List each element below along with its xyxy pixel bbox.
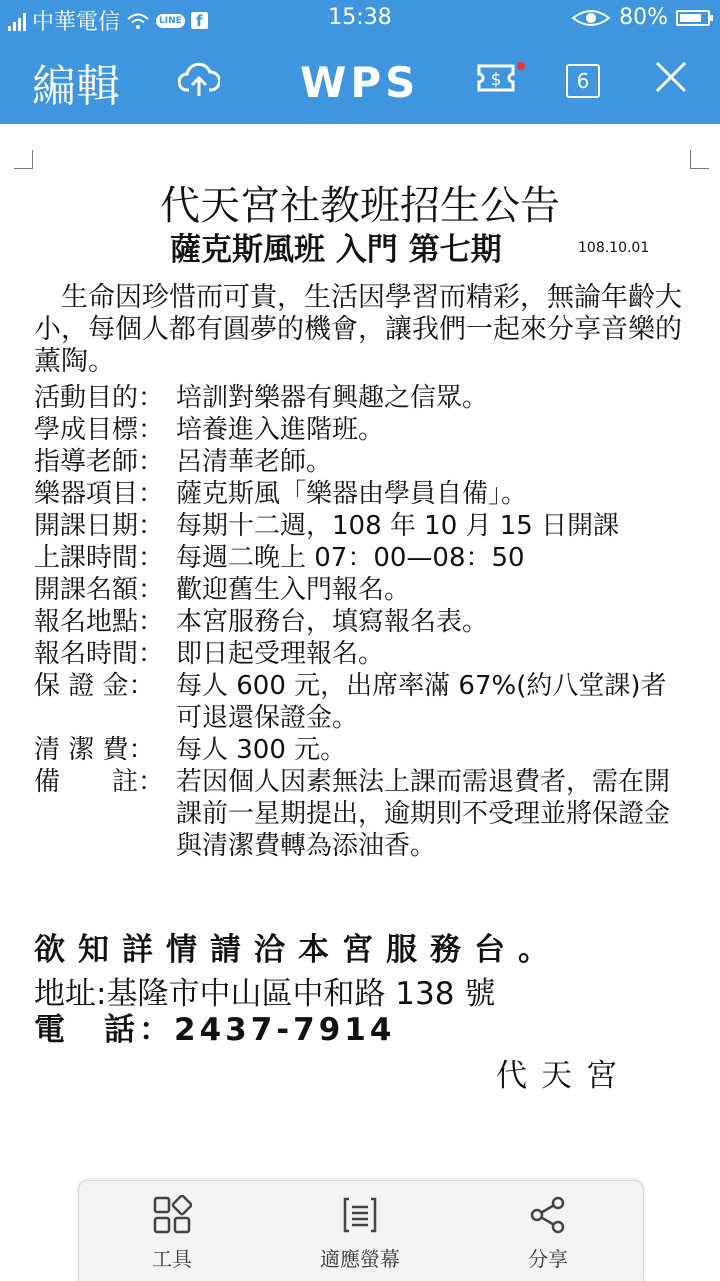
info-row [34,766,684,862]
line-app-icon: LINE [156,14,185,28]
phone-line: 電 話：2437-7914 [34,1012,396,1048]
info-value: 每人 600 元，出席率滿 67%(約八堂課)者可退還保證金。 [176,671,667,733]
eye-comfort-icon [571,8,611,28]
doc-date: 108.10.01 [578,240,650,256]
info-value: 每週二晚上 07：00—08：50 [176,543,525,573]
info-row [34,510,684,542]
close-icon[interactable] [654,60,688,94]
info-row [34,670,684,734]
status-time: 15:38 [328,5,392,30]
svg-text:$: $ [490,70,502,90]
info-value: 即日起受理報名。 [176,639,385,669]
facebook-app-icon: f [191,12,208,29]
info-value: 每人 300 元。 [176,735,347,765]
contact-line: 欲知詳情請洽本宮服務台。 [34,932,562,968]
info-row [34,414,684,446]
status-right [571,5,710,30]
info-value: 薩克斯風「樂器由學員自備」。 [176,479,528,509]
share-label: 分享 [528,1247,568,1271]
signature: 代天宮 [496,1058,631,1094]
premium-ticket-icon[interactable] [476,60,526,96]
wps-logo: WPS [300,58,420,107]
battery-percent: 80% [619,5,668,30]
info-row [34,574,684,606]
status-bar [0,0,720,38]
fit-screen-icon [340,1195,380,1235]
info-value: 歡迎舊生入門報名。 [176,575,411,605]
cloud-upload-icon[interactable] [178,60,220,100]
address-line: 地址:基隆市中山區中和路 138 號 [34,976,496,1012]
info-label: 上課時間： [34,543,165,573]
page-corner-mark [690,150,709,169]
document-page[interactable] [0,124,720,1280]
edit-button[interactable]: 編輯 [32,61,120,112]
app-toolbar [0,38,720,124]
info-label: 樂器項目： [34,479,165,509]
info-value: 若因個人因素無法上課而需退費者，需在開課前一星期提出，逾期則不受理並將保證金與清潔費轉為添油香。 [176,767,671,861]
info-label: 報名時間： [34,639,165,669]
tools-label: 工具 [152,1247,192,1271]
page-corner-mark [14,150,33,169]
info-row [34,734,684,766]
info-row [34,382,684,414]
tools-button[interactable] [97,1195,247,1272]
share-button[interactable] [473,1195,623,1272]
info-label: 指導老師： [34,447,165,477]
info-label: 活動目的： [34,383,165,413]
info-list [34,382,684,862]
info-value: 培養進入進階班。 [176,415,385,445]
info-label: 開課日期： [34,511,165,541]
info-label: 清 潔 費： [34,735,155,765]
info-label: 報名地點： [34,607,165,637]
info-label: 保 證 金： [34,671,155,701]
fit-screen-label: 適應螢幕 [320,1247,400,1271]
info-label: 開課名額： [34,575,165,605]
doc-intro: 生命因珍惜而可貴，生活因學習而精彩，無論年齡大小，每個人都有圓夢的機會，讓我們一起來分享音樂的薰陶。 [34,282,682,377]
info-row [34,542,684,574]
info-value: 呂清華老師。 [176,447,333,477]
info-row [34,638,684,670]
info-value: 培訓對樂器有興趣之信眾。 [176,383,489,413]
info-value: 每期十二週，108 年 10 月 15 日開課 [176,511,620,541]
page-count-button[interactable]: 6 [566,64,600,98]
info-row [34,478,684,510]
fit-screen-button[interactable] [285,1195,435,1272]
share-icon [528,1195,568,1235]
info-label: 備 註： [34,767,165,797]
info-row [34,446,684,478]
bottom-action-bar [78,1180,644,1281]
tools-grid-icon [152,1195,192,1235]
carrier-name: 中華電信 [32,10,121,35]
doc-title: 代天宮社教班招生公告 [160,183,560,229]
info-value: 本宮服務台，填寫報名表。 [176,607,489,637]
info-label: 學成目標： [34,415,165,445]
info-row [34,606,684,638]
doc-subtitle: 薩克斯風班 入門 第七期 [170,232,502,268]
battery-icon [676,10,710,26]
